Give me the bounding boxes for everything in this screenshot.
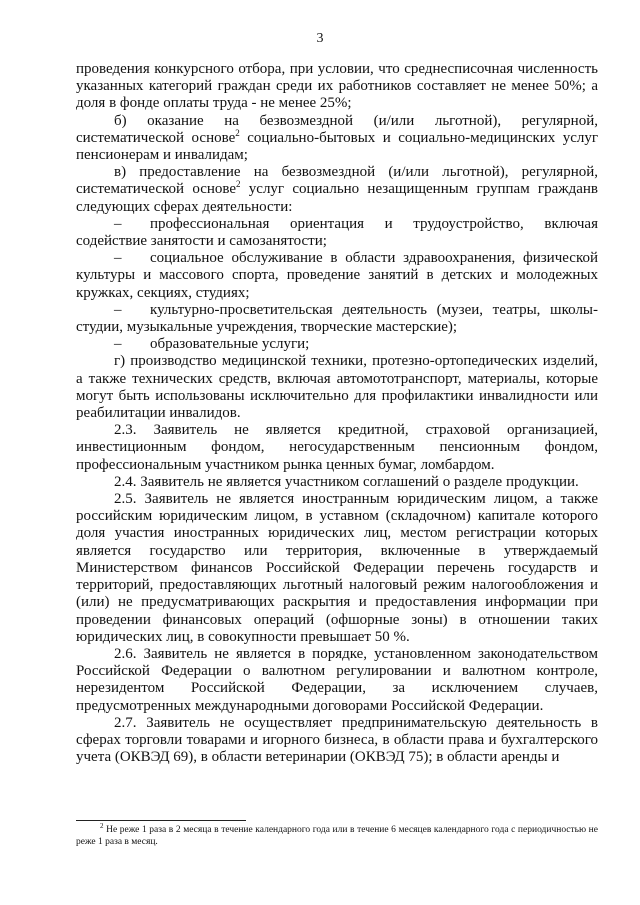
footnote-marker: 2 — [100, 822, 104, 830]
paragraph-2-7: 2.7. Заявитель не осуществляет предпринимательскую деятельность в сферах торговли товарами и игорного бизнеса, в области права и бухгалтерского учета (ОКВЭД 69), в области ветеринарии (ОКВЭД 75); в области аренды и — [76, 714, 598, 766]
list-item-text: социальное обслуживание в области здравоохранения, физической культуры и массового спорта, проведение занятий в детских и молодежных кружках, секциях, студиях; — [76, 250, 598, 301]
list-item-text: образовательные услуги; — [150, 336, 310, 353]
footnote — [76, 824, 598, 848]
paragraph-2-6: 2.6. Заявитель не является в порядке, установленном законодательством Российской Федерации о валютном регулировании и валютном контроле, нерезидентом Российской Федерации, за исключением случаев, предусмотренных международными договорами Российской Федерации. — [76, 645, 598, 714]
paragraph-text: б) оказание на безвозмездной (и/или льготной), регулярной, систематической основе — [76, 112, 598, 146]
footnote-ref: 2 — [236, 179, 241, 190]
paragraph-2-4: 2.4. Заявитель не является участником соглашений о разделе продукции. — [114, 473, 579, 490]
list-item-text: культурно-просветительская деятельность (музеи, театры, школы-студии, музыкальные учреждения, творческие мастерские); — [76, 301, 598, 336]
dash-marker: – — [114, 215, 122, 232]
dash-marker: – — [114, 250, 122, 267]
footnote-text: Не реже 1 раза в 2 месяца в течение календарного года или в течение 6 месяцев календарного года с периодичностью не реже 1 раза в месяц. — [76, 825, 598, 847]
dash-list-item — [76, 250, 598, 302]
paragraph-text: услуг социально незащищенным группам гражданв следующих сферах деятельности: — [76, 181, 599, 215]
paragraph-2-5: 2.5. Заявитель не является иностранным юридическим лицом, а также российским юридическим лицом, в уставном (складочном) капитале которого доля участия иностранных юридических лиц, местом регистрации которых является государство или территория, включенные в утверждаемый Министерством финансов Российской Федерации перечень государств и территорий, предоставляющих льготный налоговый режим налогообложения и (или) не предусматривающих раскрытия и предоставления информации при проведении финансовых операций (офшорные зоны) в отношении таких юридических лиц, в совокупности превышает 50 %. — [76, 491, 598, 645]
footnote-divider — [76, 820, 246, 821]
paragraph-item-g: г) производство медицинской техники, протезно-ортопедических изделий, а также технических средств, включая автомототранспорт, материалы, которые могут быть использованы исключительно для профилактики инвалидности или реабилитации инвалидов. — [76, 353, 598, 422]
list-item-text: профессиональная ориентация и трудоустройство, включая содействие занятости и самозанятости; — [76, 215, 598, 250]
dash-marker: – — [114, 301, 122, 318]
document-body — [76, 61, 598, 766]
paragraph-item-v — [76, 164, 598, 216]
dash-list-item — [76, 336, 598, 353]
paragraph: проведения конкурсного отбора, при условии, что среднесписочная численность указанных категорий граждан среди их работников составляет не менее 50%; а доля в фонде оплаты труда - не менее 25%; — [76, 61, 598, 112]
footnote-ref: 2 — [235, 127, 240, 138]
paragraph-item-b — [76, 113, 598, 165]
paragraph-text: социально-бытовых и социально-медицинских услуг пенсионерам и инвалидам; — [76, 129, 599, 164]
page-number: 3 — [316, 31, 324, 46]
dash-list-item — [76, 302, 598, 336]
paragraph-2-3: 2.3. Заявитель не является кредитной, страховой организацией, инвестиционным фондом, негосударственным пенсионным фондом, профессиональным участником рынка ценных бумаг, ломбардом. — [76, 422, 598, 473]
dash-marker: – — [114, 336, 122, 353]
dash-list-item — [76, 216, 598, 250]
paragraph-text: в) предоставление на безвозмездной (и/или льготной), регулярной, систематической основе — [76, 164, 598, 198]
